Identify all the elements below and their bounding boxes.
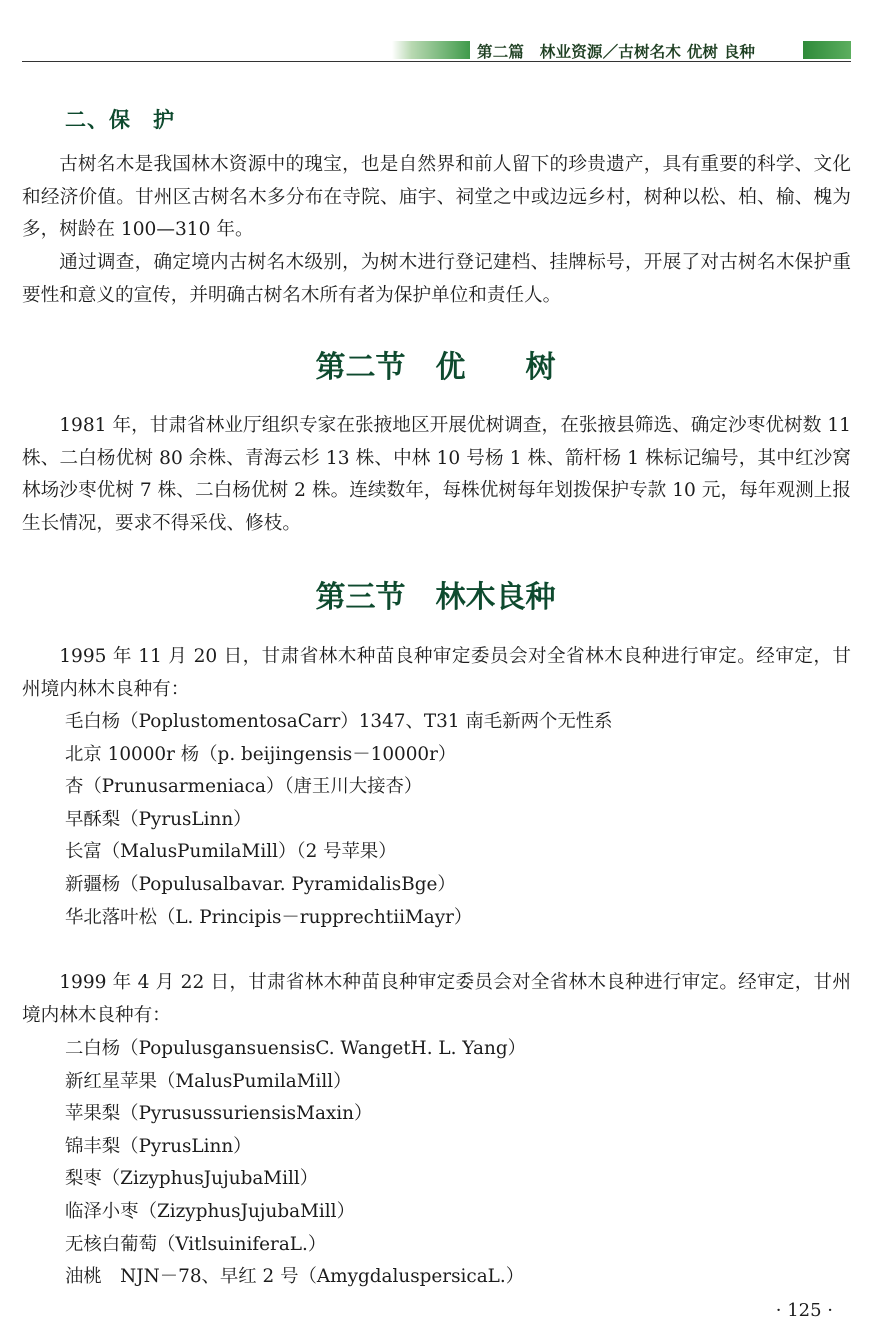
- list-item: 毛白杨（PoplustomentosaCarr）1347、T31 南毛新两个无性系: [65, 711, 613, 732]
- list-item: 新疆杨（Populusalbavar. PyramidalisBge）: [65, 873, 456, 895]
- protection-paragraph-1: 古树名木是我国林木资源中的瑰宝，也是自然界和前人留下的珍贵遗产，具有重要的科学、文化和经济价值。甘州区古树名木多分布在寺院、庙宇、祠堂之中或边远乡村，树种以松、柏、榆、槐为多，树龄在 100—310 年。: [22, 154, 851, 240]
- list-item: 梨枣（ZizyphusJujubaMill）: [65, 1168, 319, 1190]
- list-item: 杏（Prunusarmeniaca）（唐王川大接杏）: [65, 776, 423, 798]
- protection-paragraph-2: 通过调查，确定境内古树名木级别，为树木进行登记建档、挂牌标号，开展了对古树名木保护重要性和意义的宣传，并明确古树名木所有者为保护单位和责任人。: [22, 252, 851, 306]
- protection-heading: 二、保 护: [65, 107, 175, 132]
- header-title: 第二篇 林业资源／古树名木 优树 良种: [477, 43, 756, 61]
- section-2-title: 第二节 优 树: [315, 350, 556, 385]
- list-item: 无核白葡萄（VitlsuiniferaL.）: [65, 1233, 327, 1255]
- page-number: · 125 ·: [775, 1300, 833, 1321]
- list-item: 长富（MalusPumilaMill）（2 号苹果）: [65, 841, 397, 863]
- list-item: 早酥梨（PyrusLinn）: [65, 808, 252, 830]
- header-left-bar: [392, 41, 470, 59]
- list-item: 苹果梨（PyrusussuriensisMaxin）: [65, 1103, 373, 1125]
- list-item: 锦丰梨（PyrusLinn）: [65, 1135, 252, 1157]
- variety-list-1995: [65, 706, 613, 934]
- list-item: 二白杨（PopulusgansuensisC. WangetH. L. Yang）: [65, 1038, 526, 1059]
- list-item: 临泽小枣（ZizyphusJujubaMill）: [65, 1200, 355, 1222]
- list-item: 北京 10000r 杨（p. beijingensis－10000r）: [65, 743, 457, 765]
- section-3-paragraph-1995: 1995 年 11 月 20 日，甘肃省林木种苗良种审定委员会对全省林木良种进行审定。经审定，甘州境内林木良种有：: [22, 646, 851, 700]
- running-header: [22, 37, 851, 63]
- header-rule: [22, 61, 851, 62]
- variety-list-1999: [65, 1033, 526, 1294]
- list-item: 油桃 NJN－78、早红 2 号（AmygdaluspersicaL.）: [65, 1266, 525, 1288]
- header-right-bar: [803, 41, 851, 59]
- list-item: 新红星苹果（MalusPumilaMill）: [65, 1070, 352, 1092]
- section-2-paragraph: 1981 年，甘肃省林业厅组织专家在张掖地区开展优树调查，在张掖县筛选、确定沙枣优树数 11 株、二白杨优树 80 余株、青海云杉 13 株、中林 10 号杨 1 株、箭杆杨 1 株标记编号，其中红沙窝林场沙枣优树 7 株、二白杨优树 2 株。连续数年，每株优树每年划拨保护专款 10 元，每年观测上报生长情况，要求不得采伐、修枝。: [22, 415, 851, 534]
- list-item: 华北落叶松（L. Principis－rupprechtiiMayr）: [65, 906, 473, 928]
- section-3-paragraph-1999: 1999 年 4 月 22 日，甘肃省林木种苗良种审定委员会对全省林木良种进行审定。经审定，甘州境内林木良种有：: [22, 972, 851, 1026]
- section-3-title: 第三节 林木良种: [315, 580, 556, 615]
